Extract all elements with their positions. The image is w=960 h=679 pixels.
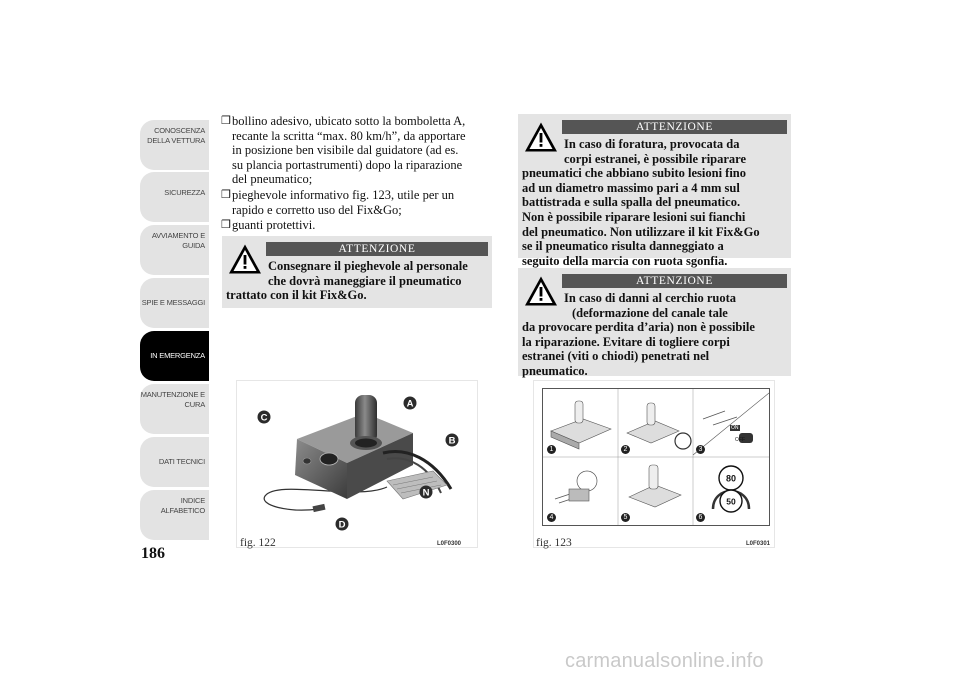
tab-sicurezza[interactable]: SICUREZZA	[140, 172, 209, 222]
warning-text: In caso di danni al cerchio ruota (deformazione del canale tale da provocare perdita d’aria) non è possibile la riparazione. Evitare di togliere corpi estranei (viti o chiodi) penetrati nel pneumatico.	[522, 291, 755, 378]
leaflet-frame	[542, 388, 770, 526]
figure-123-code: L0F0301	[746, 541, 771, 547]
warning-text: Consegnare il pieghevole al personale che dovrà maneggiare il pneumatico trattato con il kit Fix&Go.	[226, 259, 468, 303]
marker-d	[335, 517, 349, 531]
svg-text:A: A	[406, 398, 414, 410]
fix-and-go-kit-illustration	[237, 381, 477, 531]
warning-title: ATTENZIONE	[562, 120, 787, 134]
switch-off-label: OFF	[735, 437, 745, 443]
step-number-3: 3	[696, 445, 705, 454]
step-number-4: 4	[547, 513, 556, 522]
step-number-6: 6	[696, 513, 705, 522]
figure-122	[236, 380, 478, 548]
svg-text:50: 50	[726, 496, 736, 507]
figure-122-code: L0F0300	[437, 541, 462, 547]
tab-emergenza[interactable]: IN EMERGENZA	[140, 331, 209, 381]
checkbox-bullet-icon: ❒	[221, 188, 231, 201]
svg-text:80: 80	[725, 473, 737, 484]
list-item: ❒ pieghevole informativo fig. 123, utile per un rapido e corretto uso del Fix&Go;	[221, 187, 455, 217]
tab-avviamento[interactable]: AVVIAMENTO E GUIDA	[140, 225, 209, 275]
marker-a	[403, 396, 417, 410]
step-number-2: 2	[621, 445, 630, 454]
bullet-list	[221, 114, 493, 234]
list-item: ❒ guanti protettivi.	[221, 218, 316, 233]
gauge-50-icon	[719, 489, 743, 513]
svg-text:D: D	[338, 519, 346, 531]
step-number-1: 1	[547, 445, 556, 454]
marker-n	[419, 485, 433, 499]
warning-text: In caso di foratura, provocata da corpi estranei, è possibile riparare pneumatici che abbiano subito lesioni fino ad un diametro massimo pari a 4 mm sul battistrada e sulla spalla del pneumatico. Non è possibile riparare lesioni sui fianchi del pneumatico. Non utilizzare il kit Fix&Go se il pneumatico risulta danneggiato a seguito della marcia con ruota sgonfia.	[522, 137, 760, 268]
gauge-80-icon	[718, 465, 744, 491]
tab-dati-tecnici[interactable]: DATI TECNICI	[140, 437, 209, 487]
tab-spie[interactable]: SPIE E MESSAGGI	[140, 278, 209, 328]
warning-box-puncture	[518, 114, 791, 268]
marker-b	[445, 433, 459, 447]
tab-indice[interactable]: INDICE ALFABETICO	[140, 490, 209, 540]
warning-box-leaflet	[222, 236, 492, 308]
svg-text:C: C	[260, 412, 268, 424]
tab-manutenzione[interactable]: MANUTENZIONE E CURA	[140, 384, 209, 434]
warning-title: ATTENZIONE	[562, 274, 787, 288]
figure-122-caption: fig. 122	[240, 537, 276, 549]
svg-text:N: N	[422, 487, 430, 499]
tab-conoscenza[interactable]: CONOSCENZA DELLA VETTURA	[140, 120, 209, 170]
warning-title: ATTENZIONE	[266, 242, 488, 256]
switch-on-label: ON	[731, 425, 739, 431]
page-number: 186	[141, 545, 165, 562]
checkbox-bullet-icon: ❒	[221, 115, 231, 127]
watermark: carmanualsonline.info	[565, 650, 764, 672]
svg-text:B: B	[448, 435, 456, 447]
figure-123-caption: fig. 123	[536, 537, 572, 549]
step-number-5: 5	[621, 513, 630, 522]
marker-c	[257, 410, 271, 424]
checkbox-bullet-icon: ❒	[221, 219, 231, 232]
warning-box-rim	[518, 268, 791, 376]
figure-123	[533, 380, 775, 548]
list-item: ❒ bollino adesivo, ubicato sotto la bomboletta A, recante la scritta “max. 80 km/h”, da apportare in posizione ben visibile dal guidatore (ad es. su plancia portastrumenti) dopo la riparazione del pneumatico;	[221, 114, 466, 187]
